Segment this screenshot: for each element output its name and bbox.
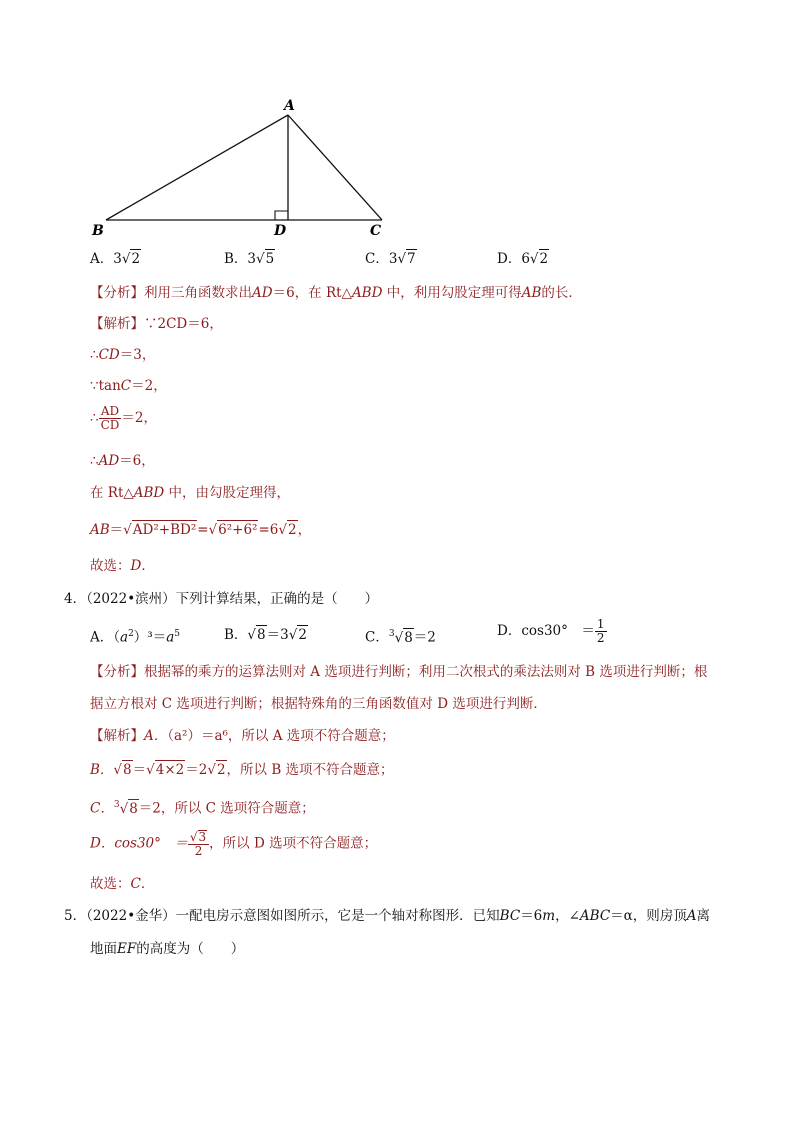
side-ac — [288, 115, 382, 220]
q5-stem-2: 地面EF的高度为（ ） — [90, 941, 245, 957]
q3-option-d: D．6√2 — [497, 251, 549, 267]
q4-option-d: D．cos30° ＝ $\frac{1}{2}$ — [497, 617, 605, 645]
q3-solution-5: ∴AD＝6， — [90, 453, 155, 469]
q4-option-a: A．$(a^2)^3=a^5$ — [90, 629, 181, 646]
side-ab — [106, 115, 288, 220]
q4-option-b: B．√8＝3√2 — [224, 627, 307, 643]
q3-solution-1: 【解析】∵2CD＝6， — [90, 316, 223, 332]
q3-solution-7: AB＝√AD²+BD²=√6²+6²=6√2， — [90, 522, 312, 538]
right-angle-mark — [275, 211, 288, 220]
label-a: A — [284, 98, 295, 114]
q3-option-b: B．3√5 — [224, 251, 275, 267]
q3-answer: 故选：D． — [90, 558, 155, 574]
label-c: C — [370, 223, 382, 239]
q4-solution-d: D．cos30° ＝ $\frac{√3}{2}$ ，所以 D 选项不符合题意； — [90, 830, 378, 858]
q4-analysis-2: 据立方根对 C 选项进行判断；根据特殊角的三角函数值对 D 选项进行判断． — [90, 696, 547, 712]
q4-solution-b: B．√8＝√4×2＝2√2，所以 B 选项不符合题意； — [90, 762, 394, 778]
q4-analysis-1: 【分析】根据幂的乘方的运算法则对 A 选项进行判断；利用二次根式的乘法法则对 B 选项进行判断；根 — [90, 664, 708, 680]
q4-solution-a: 【解析】A．（a²）＝a⁶，所以 A 选项不符合题意； — [90, 728, 395, 744]
q3-option-a: A．3√2 — [90, 251, 141, 267]
triangle-figure — [80, 95, 400, 240]
label-b: B — [92, 223, 104, 239]
q3-option-c: C．3√7 — [365, 251, 416, 267]
q3-solution-6: 在 Rt△ABD 中，由勾股定理得， — [90, 485, 291, 501]
label-d: D — [274, 223, 287, 239]
q4-stem: 4．（2022•滨州）下列计算结果，正确的是（ ） — [64, 591, 379, 607]
q3-solution-2: ∴CD＝3， — [90, 347, 156, 363]
q3-solution-3: ∵tanC＝2， — [90, 378, 167, 394]
q4-solution-c: C．$^3$√8＝2，所以 C 选项符合题意； — [90, 800, 315, 817]
q4-option-c: C．$^3$√8＝2 — [365, 629, 436, 646]
q3-analysis: 【分析】利用三角函数求出AD＝6，在 Rt△ABD 中，利用勾股定理可得AB的长． — [90, 285, 582, 301]
q3-solution-4: ∴ $\frac{AD}{CD}$ ＝2， — [90, 404, 157, 432]
q5-stem-1: 5．（2022•金华）一配电房示意图如图所示，它是一个轴对称图形．已知BC＝6m，∠ABC＝α，则房顶A离 — [64, 908, 711, 924]
q4-answer: 故选：C． — [90, 876, 155, 892]
